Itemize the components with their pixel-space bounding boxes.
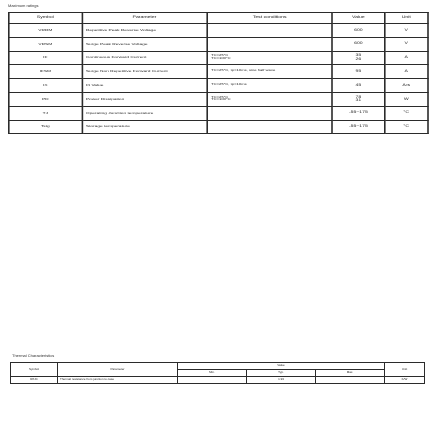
column-header-typ: Typ. <box>247 370 316 377</box>
cell-symbol: PD <box>9 92 82 106</box>
cell-value: -55~175 <box>332 106 384 120</box>
cell-conditions <box>207 51 332 65</box>
column-header-unit: Unit <box>385 363 425 377</box>
cell-symbol: IFSM <box>9 65 82 79</box>
column-header-symbol: Symbol <box>9 13 82 24</box>
table-row <box>9 51 428 65</box>
cell-parameter: Thermal resistance from junction to case <box>58 377 178 384</box>
cell-parameter: Continuous Forward Current <box>82 51 207 65</box>
cell-value <box>332 92 384 106</box>
cell-unit: A <box>384 51 428 65</box>
table-row <box>11 377 425 384</box>
cell-value-line: 26 <box>355 56 362 61</box>
cell-symbol: Tstg <box>9 120 82 134</box>
cell-conditions <box>207 37 332 51</box>
column-header-parameter: Parameter <box>82 13 207 24</box>
table-row <box>9 37 428 51</box>
max-ratings-title: Maximum ratings <box>8 3 39 8</box>
cell-conditions <box>207 106 332 120</box>
cell-parameter: Storage temperature <box>82 120 207 134</box>
cell-value-line: 35 <box>355 53 362 58</box>
cell-conditions-line: TC=100°C <box>211 56 231 60</box>
cell-unit: W <box>384 92 428 106</box>
cell-conditions <box>207 24 332 38</box>
max-ratings-table <box>8 12 429 134</box>
cell-value <box>332 51 384 65</box>
table-header-row <box>9 13 428 24</box>
cell-unit: A <box>384 65 428 79</box>
table-row <box>9 24 428 38</box>
cell-value: 95 <box>332 65 384 79</box>
cell-conditions <box>207 120 332 134</box>
cell-value: 600 <box>332 24 384 38</box>
cell-parameter: Repetitive Peak Reverse Voltage <box>82 24 207 38</box>
cell-value-line: 78 <box>355 94 362 99</box>
cell-parameter: I²t Value <box>82 79 207 93</box>
cell-parameter: Power Dissipation <box>82 92 207 106</box>
cell-symbol: IF <box>9 51 82 65</box>
cell-conditions: TC=25°C, tp=10ms, sine half wave <box>207 65 332 79</box>
cell-parameter: Operating Junction temperature <box>82 106 207 120</box>
cell-value: -55~175 <box>332 120 384 134</box>
thermal-table <box>10 362 425 384</box>
cell-unit: K/W <box>385 377 425 384</box>
cell-conditions-line: TC=25°C <box>211 54 229 58</box>
column-header-conditions: Test conditions <box>207 13 332 24</box>
cell-symbol: RθJC <box>11 377 58 384</box>
cell-unit: V <box>384 24 428 38</box>
table-row <box>9 92 428 106</box>
cell-parameter: Surge Non Repetitive Forward Current <box>82 65 207 79</box>
table-row <box>9 120 428 134</box>
cell-value: 600 <box>332 37 384 51</box>
cell-min <box>178 377 247 384</box>
cell-value: 45 <box>332 79 384 93</box>
cell-symbol: VRRM <box>9 24 82 38</box>
table-row <box>9 65 428 79</box>
thermal-title: Thermal Characteristics <box>12 353 55 358</box>
column-header-value: Value <box>332 13 384 24</box>
cell-symbol: TJ <box>9 106 82 120</box>
table-row <box>9 79 428 93</box>
cell-parameter: Surge Peak Reverse Voltage <box>82 37 207 51</box>
cell-unit: V <box>384 37 428 51</box>
cell-unit: °C <box>384 120 428 134</box>
column-header-parameter: Parameter <box>58 363 178 377</box>
table-row <box>9 106 428 120</box>
cell-value-line: 31 <box>355 98 362 103</box>
column-header-min: Min. <box>178 370 247 377</box>
cell-conditions <box>207 92 332 106</box>
column-header-max: Max. <box>316 370 385 377</box>
column-header-value: Value <box>178 363 385 370</box>
cell-symbol: VRSM <box>9 37 82 51</box>
cell-max <box>316 377 385 384</box>
cell-unit: A²s <box>384 79 428 93</box>
thermal-header-row <box>11 363 425 370</box>
cell-conditions-line: TC=100°C <box>211 98 231 102</box>
column-header-symbol: Symbol <box>11 363 58 377</box>
cell-typ: 1.93 <box>247 377 316 384</box>
cell-unit: °C <box>384 106 428 120</box>
column-header-unit: Unit <box>384 13 428 24</box>
cell-symbol: I²t <box>9 79 82 93</box>
cell-conditions: TC=25°C, tp=10ms <box>207 79 332 93</box>
cell-conditions-line: TC=25°C <box>211 95 229 99</box>
